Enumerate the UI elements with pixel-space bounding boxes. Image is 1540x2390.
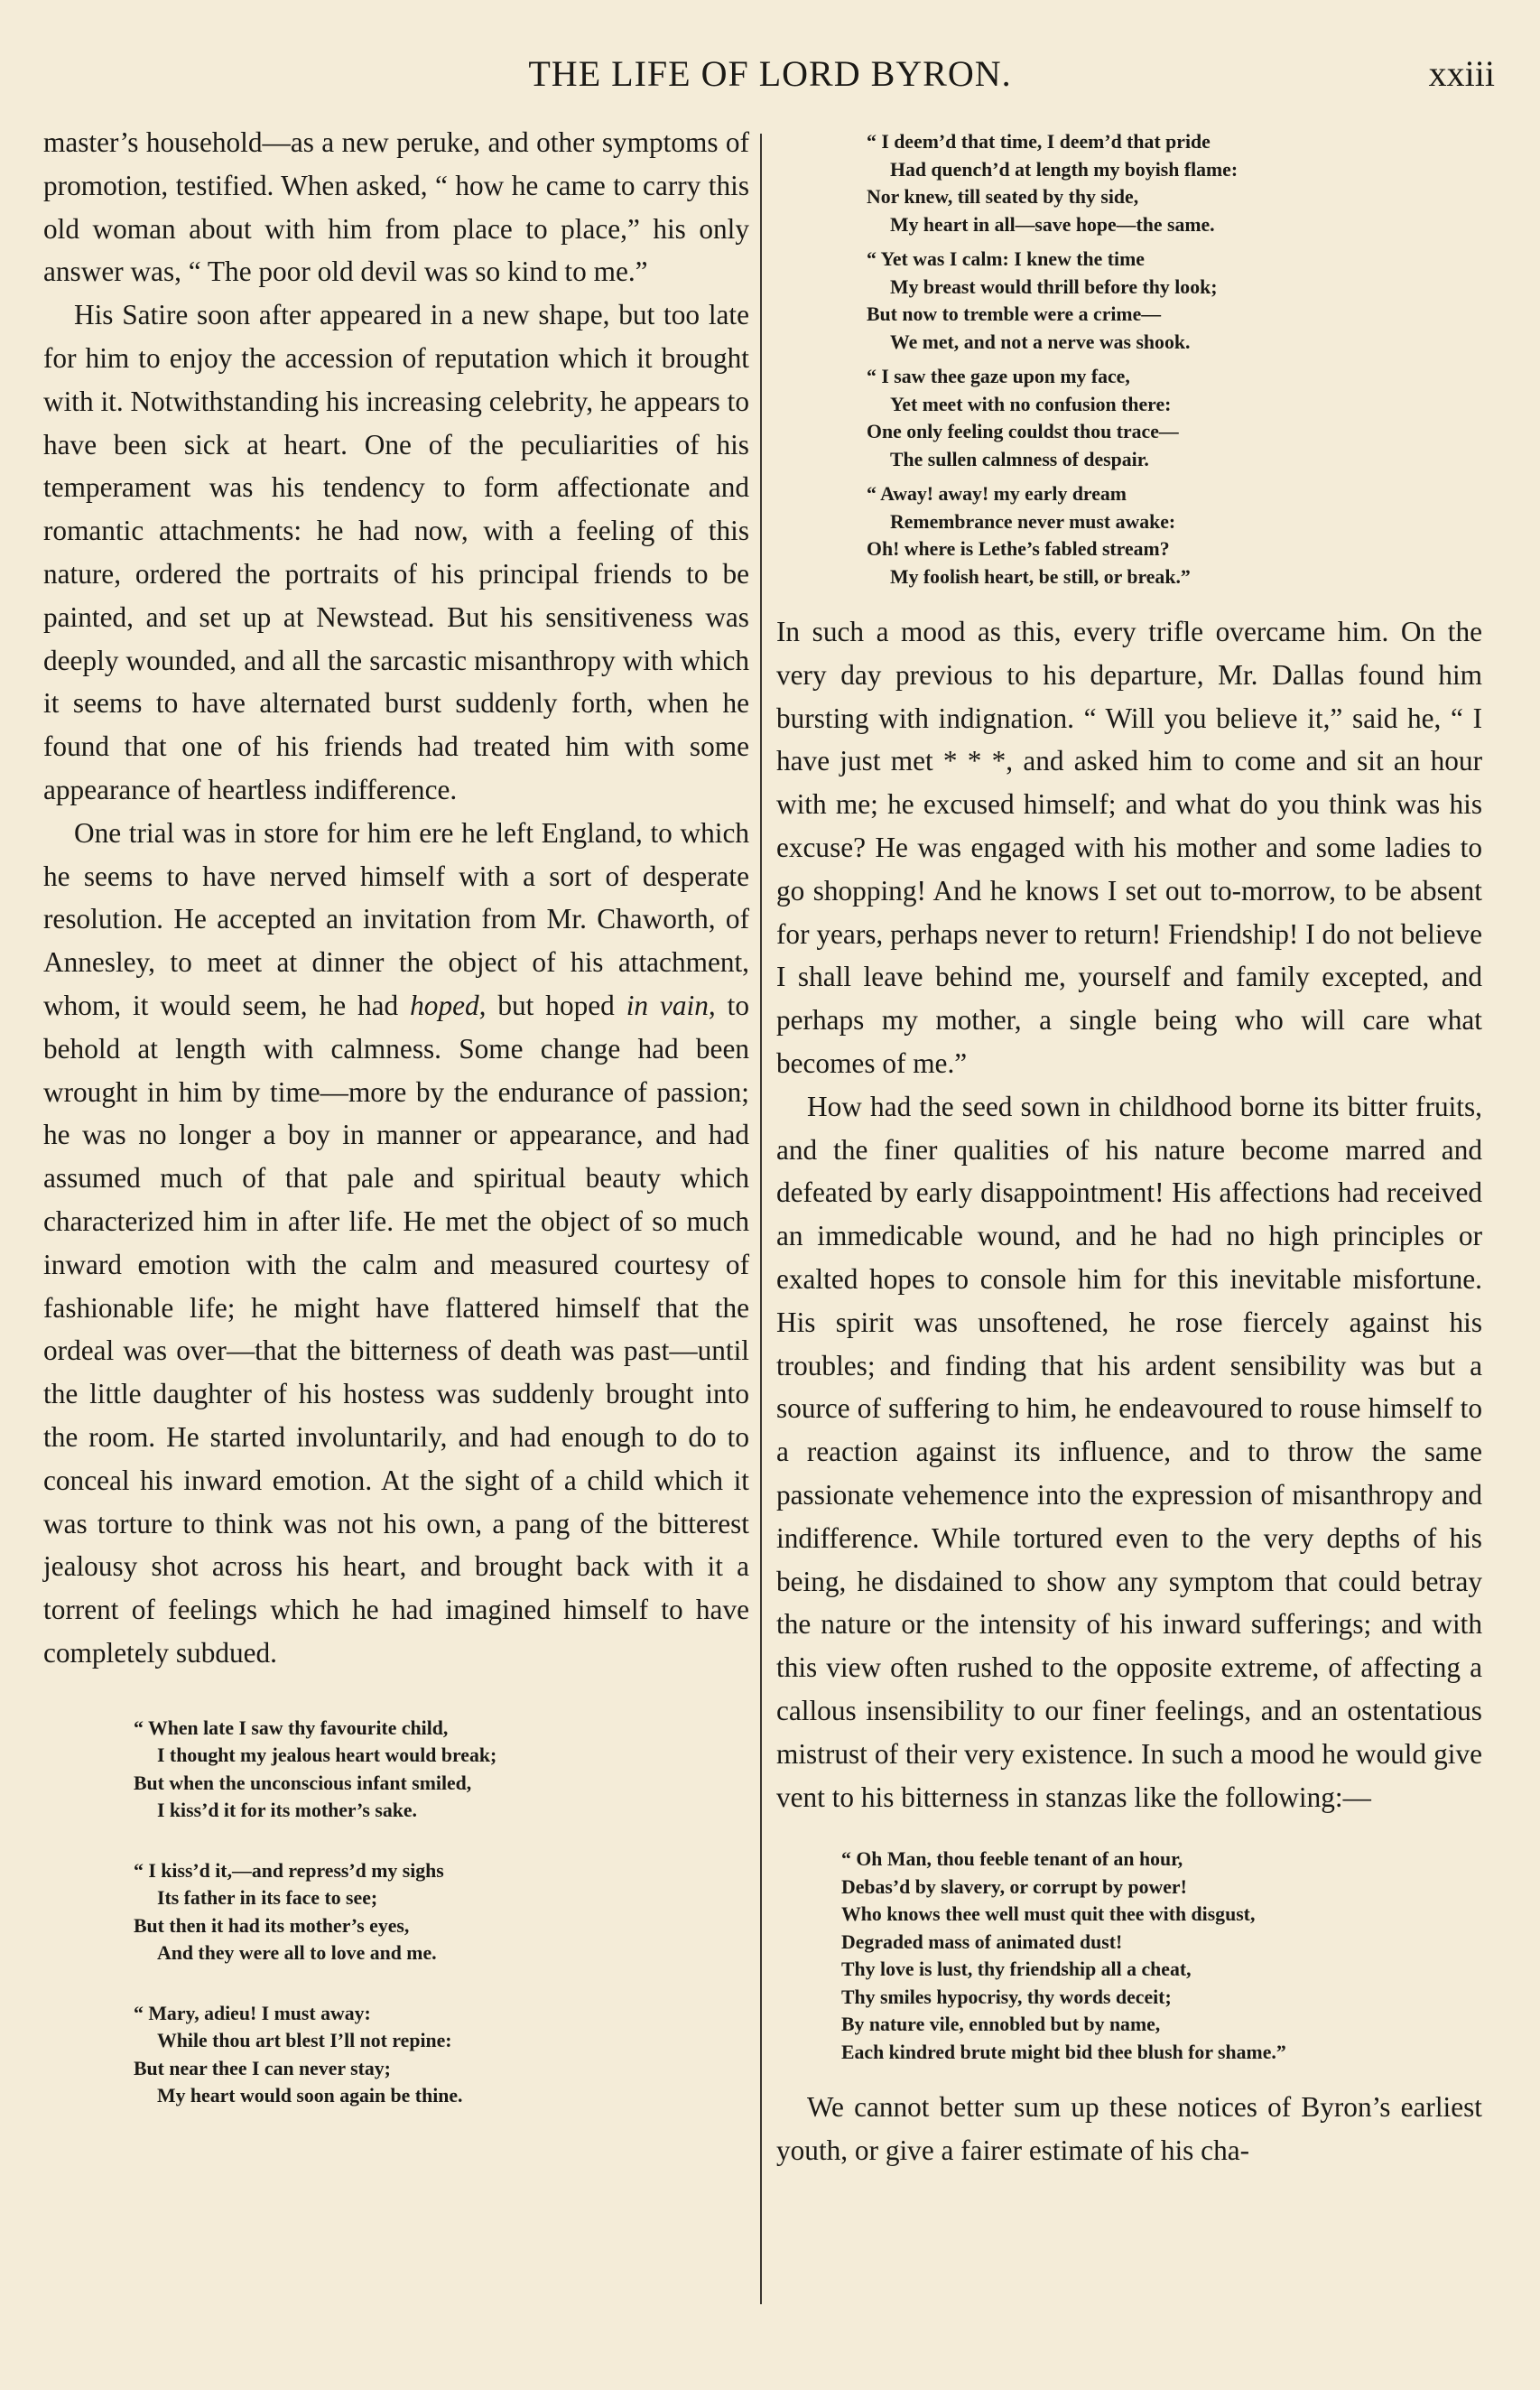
- verse-line: Each kindred brute might bid thee blush for shame.”: [841, 2041, 1286, 2063]
- verse-line: “ When late I saw thy favourite child,: [134, 1716, 449, 1739]
- verse-continued: [776, 128, 1482, 591]
- verse-line: “ I deem’d that time, I deem’d that pride: [867, 131, 1211, 153]
- paragraph-continuation: master’s household—as a new peruke, and other symptoms of promotion, testified. When asked, “ how he came to carry this old woman about with him from place to place,” his only answer was, “ The poor old devil was so kind to me.”: [43, 126, 749, 288]
- verse-mary: [43, 1715, 749, 2110]
- verse-line: “ Oh Man, thou feeble tenant of an hour,: [841, 1848, 1183, 1871]
- verse-line: “ Mary, adieu! I must away:: [134, 2002, 371, 2024]
- verse-line: My foolish heart, be still, or break.”: [890, 565, 1191, 588]
- right-column: [776, 123, 1482, 2172]
- p3-text-a: One trial was in store for him ere he left England, to which he seems to have nerved himself with a sort of desperate resolution. He accepted an invitation from Mr. Chaworth, of Annesley, to meet at dinner the object of his attachment, whom, it would seem, he had: [43, 816, 749, 1021]
- verse-line: Who knows thee well must quit thee with disgust,: [841, 1903, 1256, 1926]
- verse-stanza: [867, 480, 1482, 591]
- verse-line: Its father in its face to see;: [157, 1887, 378, 1910]
- page-header: [0, 52, 1540, 107]
- p3-in-vain: in vain,: [626, 989, 716, 1021]
- verse-line: One only feeling couldst thou trace—: [867, 421, 1179, 442]
- verse-line: Nor knew, till seated by thy side,: [867, 186, 1139, 208]
- verse-line: Debas’d by slavery, or corrupt by power!: [841, 1875, 1187, 1898]
- verse-man: [776, 1846, 1482, 2066]
- verse-line: My breast would thrill before thy look;: [890, 275, 1218, 298]
- paragraph-satire: His Satire soon after appeared in a new shape, but too late for him to enjoy the accession of reputation which it brought with it. Notwithstanding his increasing celebrity, he appears to have been sick at heart. One of the peculiarities of his temperament was his tendency to form affectionate and romantic attachments: he had now, with a feeling of this nature, ordered the portraits of his principal friends to be painted, and set up at Newstead. But his sensitiveness was deeply wounded, and all the sarcastic misanthropy with which it seems to have alternated burst suddenly forth, when he found that one of his friends had treated him with some appearance of heartless indifference.: [43, 299, 749, 805]
- left-column: [43, 121, 749, 2143]
- verse-line: “ I saw thee gaze upon my face,: [867, 366, 1130, 387]
- verse-line: “ Yet was I calm: I knew the time: [867, 248, 1145, 270]
- verse-stanza: [134, 2000, 749, 2110]
- verse-stanza: [134, 1857, 749, 1967]
- verse-line: Had quench’d at length my boyish flame:: [890, 158, 1238, 181]
- verse-line: And they were all to love and me.: [157, 1942, 437, 1965]
- verse-line: “ Away! away! my early dream: [867, 483, 1127, 505]
- paragraph-seed: How had the seed sown in childhood borne its bitter fruits, and the finer qualities of his nature become marred and defeated by early disappointment! His affections had received an immedicable wound, and he had no high principles or exalted hopes to console him for this inevitable misfortune. His spirit was unsoftened, he rose fiercely against his troubles; and finding that his ardent sensibility was but a source of suffering to him, he endeavoured to rouse himself to a reaction against its influence, and to throw the same passionate vehemence into the expression of misanthropy and indifference. While tortured even to the very depths of his being, he disdained to show any symptom that could betray the nature or the intensity of his inward sufferings; and with this view often rushed to the opposite extreme, of affecting a callous insensibility to our finer feelings, and an ostentatious mistrust of their very existence. In such a mood he would give vent to his bitterness in stanzas like the following:—: [776, 1090, 1482, 1813]
- verse-line: The sullen calmness of despair.: [890, 448, 1149, 470]
- verse-stanza: [867, 246, 1482, 356]
- verse-line: While thou art blest I’ll not repine:: [157, 2030, 452, 2052]
- verse-line: “ I kiss’d it,—and repress’d my sighs: [134, 1859, 444, 1882]
- verse-line: Oh! where is Lethe’s fabled stream?: [867, 538, 1170, 560]
- verse-line: We met, and not a nerve was shook.: [890, 330, 1191, 353]
- verse-stanza: [134, 1715, 749, 1825]
- column-divider: [760, 134, 762, 2304]
- page-number: xxiii: [1428, 53, 1495, 94]
- verse-line: I kiss’d it for its mother’s sake.: [157, 1799, 417, 1822]
- verse-stanza: [867, 363, 1482, 473]
- verse-line: Remembrance never must awake:: [890, 510, 1176, 533]
- verse-stanza: [867, 128, 1482, 238]
- p3-text-c: to behold at length with calmness. Some change had been wrought in him by time—more by the endurance of passion; he was no longer a boy in manner or appearance, and had assumed much of that pale and spiritual beauty which characterized him in after life. He met the object of so much inward emotion with the calm and measured courtesy of fashionable life; he might have flattered himself that the ordeal was over—that the bitterness of death was past—until the little daughter of his hostess was suddenly brought into the room. He started involuntarily, and had enough to do to conceal his inward emotion. At the sight of a child which it was torture to think was not his own, a pang of the bitterest jealousy shot across his heart, and brought back with it a torrent of feelings which he had imagined himself to have completely subdued.: [43, 989, 749, 1669]
- verse-line: My heart in all—save hope—the same.: [890, 213, 1215, 236]
- verse-line: By nature vile, ennobled but by name,: [841, 2013, 1161, 2036]
- verse-line: But near thee I can never stay;: [134, 2057, 391, 2079]
- verse-line: But now to tremble were a crime—: [867, 303, 1162, 325]
- verse-line: Thy love is lust, thy friendship all a cheat,: [841, 1958, 1192, 1981]
- verse-line: Degraded mass of animated dust!: [841, 1930, 1123, 1953]
- p3-text-b: but hoped: [486, 989, 626, 1021]
- verse-line: I thought my jealous heart would break;: [157, 1744, 497, 1767]
- paragraph-chaworth: [43, 812, 749, 1675]
- paragraph-closing: We cannot better sum up these notices of Byron’s earliest youth, or give a fairer estimate of his cha-: [776, 2091, 1482, 2167]
- verse-line: Thy smiles hypocrisy, thy words deceit;: [841, 1985, 1172, 2008]
- running-head: THE LIFE OF LORD BYRON.: [528, 53, 1012, 94]
- verse-line: My heart would soon again be thine.: [157, 2085, 463, 2107]
- paragraph-dallas: In such a mood as this, every trifle overcame him. On the very day previous to his departure, Mr. Dallas found him bursting with indignation. “ Will you believe it,” said he, “ I have just met * * *, and asked him to come and sit an hour with me; he excused himself; and what do you think was his excuse? He was engaged with his mother and some ladies to go shopping! And he knows I set out to-morrow, to be absent for years, perhaps never to return! Friendship! I do not believe I shall leave behind me, yourself and family excepted, and perhaps my mother, a single being who will care what becomes of me.”: [776, 616, 1482, 1079]
- p3-hoped: hoped,: [410, 989, 487, 1021]
- verse-line: Yet meet with no confusion there:: [890, 393, 1172, 415]
- verse-line: But then it had its mother’s eyes,: [134, 1914, 410, 1937]
- verse-line: But when the unconscious infant smiled,: [134, 1772, 472, 1794]
